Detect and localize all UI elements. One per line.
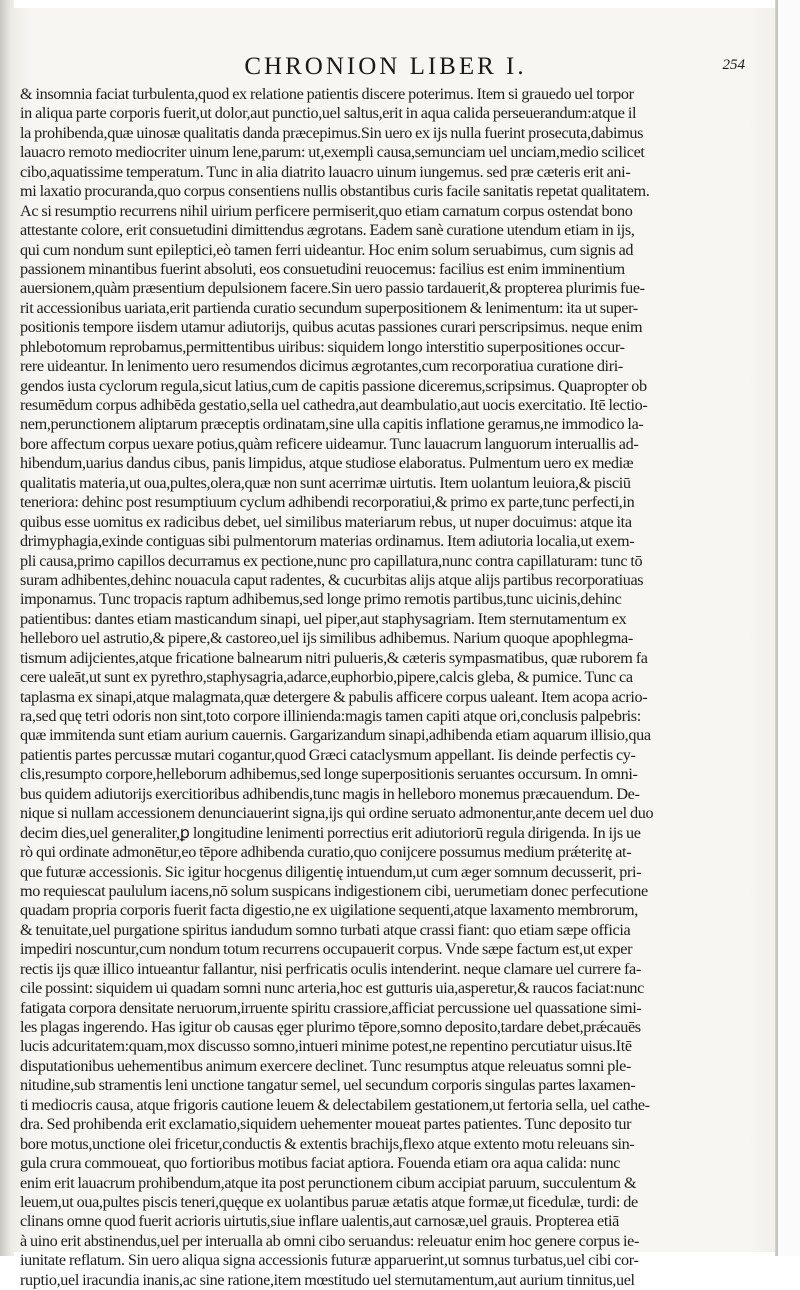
text-line: teneriora: dehinc post resumptiuum cyclum adhibendi recorporatiui,& primo ex parte,tunc perfecti,in	[20, 493, 635, 512]
text-line: disputationibus uehementibus animum exercere declinet. Tunc resumptus atque releuatus somni ple-	[20, 1056, 632, 1075]
text-line: ruptio,uel iracundia inanis,ac sine ratione,item mœstitudo uel sternutamentum,aut aurium tinnitus,uel	[20, 1270, 635, 1289]
page-header	[18, 52, 753, 86]
text-line: quibus esse uomitus ex radicibus debet, uel similibus materiarum rebus, ut nuper docuimus: atque ita	[20, 512, 632, 531]
text-line: ra,sed quę tetri odoris non sint,toto corpore illinienda:magis tamen capiti atque ori,conclusis palpebris:	[20, 707, 641, 725]
page-number: 254	[722, 57, 745, 73]
text-line: mo requiescat paululum iacens,nō solum suspicans indigestionem cibi, uerumetiam donec perfecutione	[20, 881, 648, 900]
text-line: bore affectum corpus uexare potius,quàm reficere uideamur. Tunc lauacrum languorum interuallis ad-	[20, 434, 639, 453]
text-line: auersionem,quàm præsentium depulsionem facere.Sin uero passio tardauerit,& propterea plurimis fue-	[20, 279, 645, 298]
text-line: que futuræ accessionis. Sic igitur hocgenus diligentię intuendum,ut cum æger somnum decusserit, pri-	[20, 862, 642, 881]
text-line: iunitate reflatum. Sin uero aliqua signa accessionis futuræ apparuerint,ut somnus turbatus,uel cibi cor-	[20, 1251, 639, 1270]
text-line: quadam propria corporis fuerit facta digestio,ne ex uigilatione sequenti,atque laxamento membrorum,	[20, 901, 638, 920]
text-line: cibo,aquatissime temperatum. Tunc in alia diatrito lauacro uinum iungemus. sed præ cæteris erit ani-	[20, 162, 631, 181]
text-line: qui cum nondum sunt epileptici,eò tamen ferri uideantur. Hoc enim solum seruabimus, cum signis ad	[20, 240, 634, 259]
text-line: imponamus. Tunc tropacis raptum adhibemus,sed longe primo remotis partibus,tunc uicinis,dehinc	[20, 590, 622, 609]
text-line: clis,resumpto corpore,helleborum adhibemus,sed longe superpositionis seruantes occursum. In omni-	[20, 765, 638, 784]
scan-margin	[778, 0, 800, 1256]
text-line: passionem minantibus fuerint absoluti, eos consuetudini reuocemus: facilius est enim imminentium	[20, 259, 625, 278]
text-line: fatigata corpora densitate neruorum,irruente spiritu crassiore,afficiat percussione uel quassatione simi-	[20, 998, 642, 1017]
text-line: rere uideantur. In lenimento uero resumendos dicimus ægrotantes,cum recorporatiua curatione diri-	[20, 357, 623, 376]
text-line: bore motus,unctione olei fricetur,conductis & extentis brachijs,flexo atque extento motu releuans sin-	[20, 1134, 635, 1153]
text-line: quæ immitenda sunt etiam aurium cauernis. Gargarizandum sinapi,adhibenda etiam aquarum illisio,qua	[20, 726, 651, 745]
text-line: tismum adijcientes,atque fricatione balnearum nitri pulueris,& cæteris sympasmatibus, quæ ruborem fa	[20, 648, 648, 667]
body-text	[20, 85, 758, 1289]
text-line: pli causa,primo capillos decurramus ex pectione,nunc pro capillatura,nunc contra capillaturam: tunc tō	[20, 551, 643, 570]
text-line: drimyphagia,exinde contiguas sibi pulmentorum materias ordinamus. Item adiutoria localia,ut exem-	[20, 532, 635, 551]
text-line: la prohibenda,quæ uinosæ qualitatis danda præcepimus.Sin uero ex ijs nulla fuerint prosecuta,dabimus	[20, 123, 644, 142]
text-line: à uino erit abstinendus,uel per interualla ab omni cibo seruandus: releuatur enim hoc genere corpus ie-	[20, 1231, 640, 1250]
text-line: resumēdum corpus adhibēda gestatio,sella uel cathedra,aut deambulatio,aut uocis exercitatio. Itē lectio-	[20, 396, 648, 414]
text-line: rectis ijs quæ illico intueantur fallantur, nisi perfricatis oculis intenderint. neque clamare uel currere fa-	[20, 959, 641, 978]
text-line: lauacro remoto mediocriter uinum lene,parum: ut,exempli causa,semunciam uel unciam,medio scilicet	[20, 143, 645, 162]
text-line: ti mediocris causa, atque frigoris cautione leuem & delectabilem gestationem,ut fertoria sella, uel cathe-	[20, 1095, 650, 1114]
text-line: les plagas ingerendo. Has igitur ob causas ęger plurimo tēpore,somno deposito,tardare debet,prǽcauēs	[20, 1018, 641, 1036]
text-line: phlebotomum reprobamus,permittentibus uiribus: siquidem longo interstitio superpositiones occur-	[20, 337, 625, 356]
text-line: helleboro uel astrutio,& pipere,& castoreo,uel ijs similibus adhibemus. Narium quoque apophlegma-	[20, 629, 633, 648]
text-line: gula crura commoueat, quo fortioribus motibus faciat aptiora. Fouenda etiam ora aqua calida: nunc	[20, 1154, 621, 1173]
text-line: bus quidem adiutorijs exercitioribus adhibendis,tunc magis in helleboro monemus præcauendum. De-	[20, 784, 640, 803]
text-line: taplasma ex sinapi,atque malagmata,quæ detergere & pabulis afficere corpus ualeant. Item acopa acrio-	[20, 687, 648, 706]
text-line: gendos iusta cyclorum regula,sicut latius,cum de capitis passione diceremus,scripsimus. Quapropter ob	[20, 376, 647, 395]
text-line: lucis adcuritatem:quam,mox discusso somno,intueri minime potest,ne repentino percutiatur uisus.Itē	[20, 1037, 632, 1056]
text-line: in aliqua parte corporis fuerit,ut dolor,aut punctio,uel saltus,erit in aqua calida perseuerandum:atque il	[20, 104, 637, 123]
text-line: cere ualeāt,ut sunt ex pyrethro,staphysagria,adarce,euphorbio,pipere,calcis gleba, & pumice. Tunc ca	[20, 668, 633, 687]
text-line: & tenuitate,uel purgatione spiritus iandudum somno turbati atque crassi fiant: quo etiam sæpe officia	[20, 920, 631, 939]
text-line: rò qui ordinate admonētur,eo tēpore adhibenda curatio,quo conijcere possumus medium prǽteritę at-	[20, 843, 632, 862]
text-line: rit accessionibus uariata,erit partienda curatio secundum superpositionem & lenimentum: ita ut super-	[20, 298, 638, 317]
text-line: leuem,ut oua,pultes piscis teneri,quęque ex uolantibus paruæ ætatis atque formæ,ut ficedulæ, turdi: de	[20, 1192, 638, 1211]
text-line: patientis partes percussæ mutari cogantur,quod Græci cataclysmum appellant. Iis deinde perfectis cy-	[20, 745, 636, 764]
running-title: CHRONION LIBER I.	[244, 53, 527, 80]
text-line: hibendum,uarius dandus cibus, panis limpidus, atque studiose elaboratus. Pulmentum uero ex mediæ	[20, 454, 634, 473]
text-line: clinans omne quod fuerit acrioris uirtutis,siue inflare ualentis,aut carnosæ,uel grauis. Propterea etiā	[20, 1212, 620, 1231]
text-line: nem,perunctionem aliptarum præceptis ordinatam,sine ulla capitis inflatione geramus,ne immodico la-	[20, 415, 644, 434]
text-line: mi laxatio procuranda,quo corpus consentiens nullis obstantibus curis facile sanitatis repetat qualitatem.	[20, 182, 650, 201]
text-line: nique si nullam accessionem denunciauerint signa,ijs qui ordine seruato admonentur,ante decem uel duo	[20, 804, 654, 823]
text-line: positionis tempore iisdem utamur adiutorijs, quibus acutas passiones curari perscripsimus. neque enim	[20, 318, 643, 337]
text-line: enim erit lauacrum prohibendum,atque ita post perunctionem cibum accipiat paruum, succulentum &	[20, 1173, 637, 1192]
text-line: cile possint: siquidem ui quadam somni nunc arteria,hoc est gutturis uia,asperetur,& raucos faciat:nunc	[20, 979, 644, 998]
text-line: decim dies,uel generaliter,ꝑ longitudine lenimenti porrectius erit adiutoriorū regula dirigenda. In ijs ue	[20, 823, 641, 842]
text-line: Ac si resumptio recurrens nihil uirium perficere permiserit,quo etiam carnatum corpus ostendat bono	[20, 201, 633, 220]
text-line: impediri noscuntur,cum nondum totum recurrens occupauerit corpus. Vnde sæpe factum est,ut exper	[20, 940, 633, 959]
text-line: patientibus: dantes etiam masticandum sinapi, uel piper,aut staphysagriam. Item sternutamentum ex	[20, 609, 627, 628]
text-line: attestante colore, erit consuetudini dimittendus ægrotans. Eadem sanè curatione utendum etiam in ijs,	[20, 221, 635, 240]
text-line: nitudine,sub stramentis leni unctione tangatur semel, uel secundum corporis singulas partes laxamen-	[20, 1076, 636, 1095]
text-line: suram adhibentes,dehinc nouacula caput radentes, & cucurbitas alijs atque alijs partibus recorporatiuas	[20, 570, 644, 589]
text-line: dra. Sed prohibenda erit exclamatio,siquidem uehementer moueat partes patientes. Tunc deposito tur	[20, 1115, 632, 1134]
text-line: & insomnia faciat turbulenta,quod ex relatione patientis discere poterimus. Item si grauedo uel torpor	[20, 85, 634, 103]
text-line: qualitatis materia,ut oua,pultes,olera,quæ non sunt acerrimæ uirtutis. Item uolantum leuiora,& pisciū	[20, 473, 631, 492]
